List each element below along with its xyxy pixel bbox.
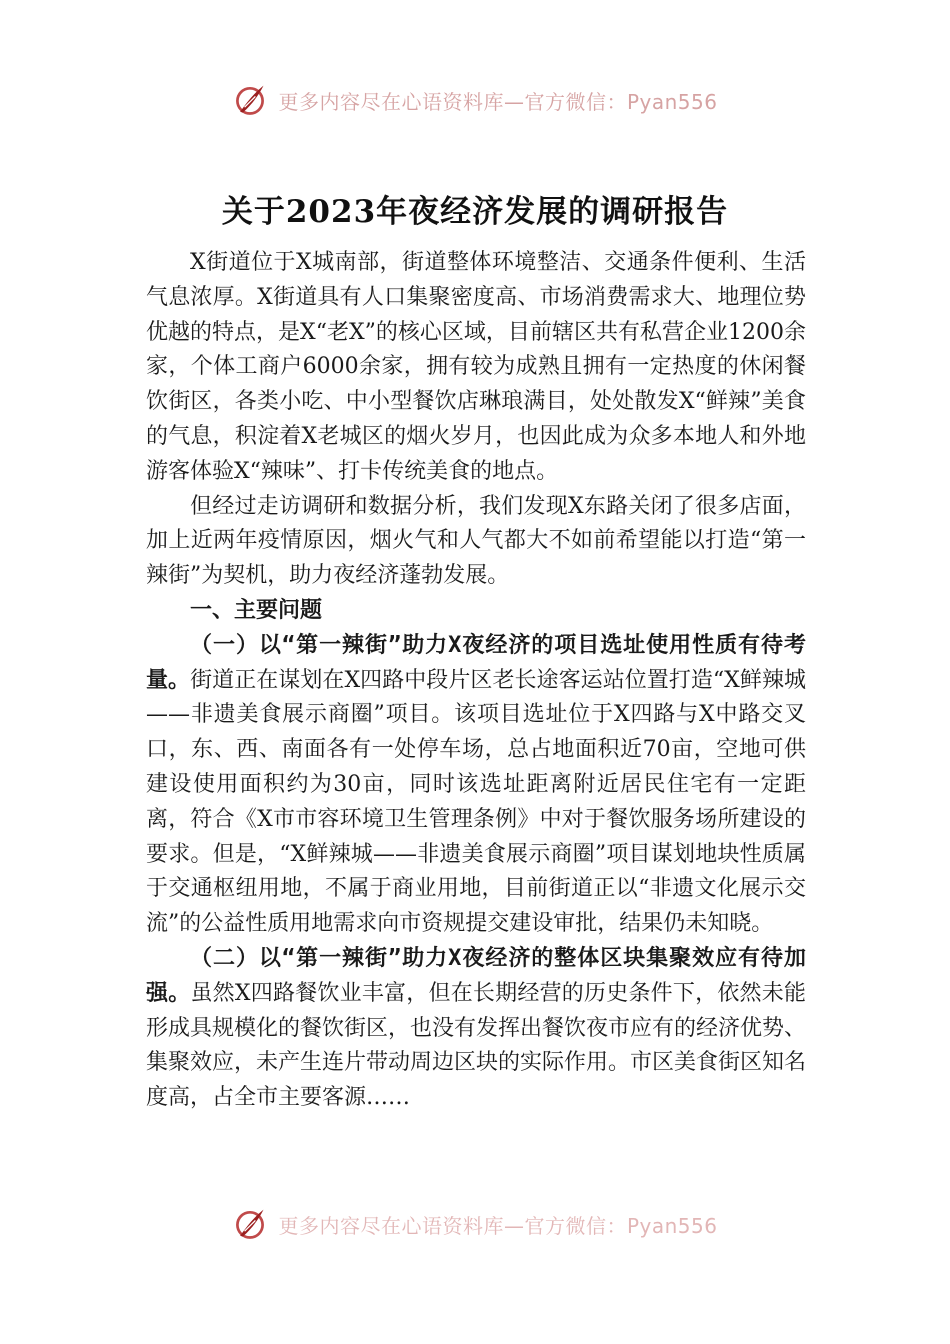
issue-item-1-body: 街道正在谋划在X四路中段片区老长途客运站位置打造“X鲜辣城——非遗美食展示商圈”项目。该项目选址位于X四路与X中路交叉口，东、西、南面各有一处停车场，总占地面积近70亩，空地可供建设使用面积约为30亩，同时该选址距离附近居民住宅有一定距离，符合《X市市容环境卫生管理条例》中对于餐饮服务场所建设的要求。但是，“X鲜辣城——非遗美食展示商圈”项目谋划地块性质属于交通枢纽用地，不属于商业用地，目前街道正以“非遗文化展示交流”的公益性质用地需求向市资规提交建设审批，结果仍未知晓。 (146, 667, 806, 937)
issue-item-1-lead: （一）以“第一辣街”助力X夜经济的项目选址使用性质有待考量。 (146, 632, 806, 693)
issue-item-2-lead: （二）以“第一辣街”助力X夜经济的整体区块集聚效应有待加强。 (146, 945, 806, 1006)
document-body (146, 246, 806, 1116)
watermark-text: 更多内容尽在心语资料库—官方微信：Pyan556 (278, 89, 718, 114)
intro-paragraph-2: 但经过走访调研和数据分析，我们发现X东路关闭了很多店面，加上近两年疫情原因，烟火气和人气都大不如前希望能以打造“第一辣街”为契机，助力夜经济蓬勃发展。 (146, 493, 806, 589)
quill-seal-icon (232, 82, 268, 118)
watermark-header (0, 82, 950, 118)
issue-item-2-body: 虽然X四路餐饮业丰富，但在长期经营的历史条件下，依然未能形成具规模化的餐饮街区，也没有发挥出餐饮夜市应有的经济优势、集聚效应，未产生连片带动周边区块的实际作用。市区美食街区知名度高，占全市主要客源…… (146, 980, 807, 1111)
watermark-footer (0, 1206, 950, 1242)
issue-item-2 (146, 942, 806, 1116)
quill-seal-icon (232, 1206, 268, 1242)
intro-paragraph-1: X街道位于X城南部，街道整体环境整洁、交通条件便利、生活气息浓厚。X街道具有人口集聚密度高、市场消费需求大、地理位势优越的特点，是X“老X”的核心区域，目前辖区共有私营企业1200余家，个体工商户6000余家，拥有较为成熟且拥有一定热度的休闲餐饮街区，各类小吃、中小型餐饮店琳琅满目，处处散发X“鲜辣”美食的气息，积淀着X老城区的烟火岁月，也因此成为众多本地人和外地游客体验X“辣味”、打卡传统美食的地点。 (146, 250, 806, 484)
issue-item-1 (146, 629, 806, 942)
watermark-text-footer: 更多内容尽在心语资料库—官方微信：Pyan556 (278, 1213, 718, 1238)
section-heading-1: 一、主要问题 (190, 597, 323, 623)
document-title: 关于2023年夜经济发展的调研报告 (221, 194, 729, 230)
